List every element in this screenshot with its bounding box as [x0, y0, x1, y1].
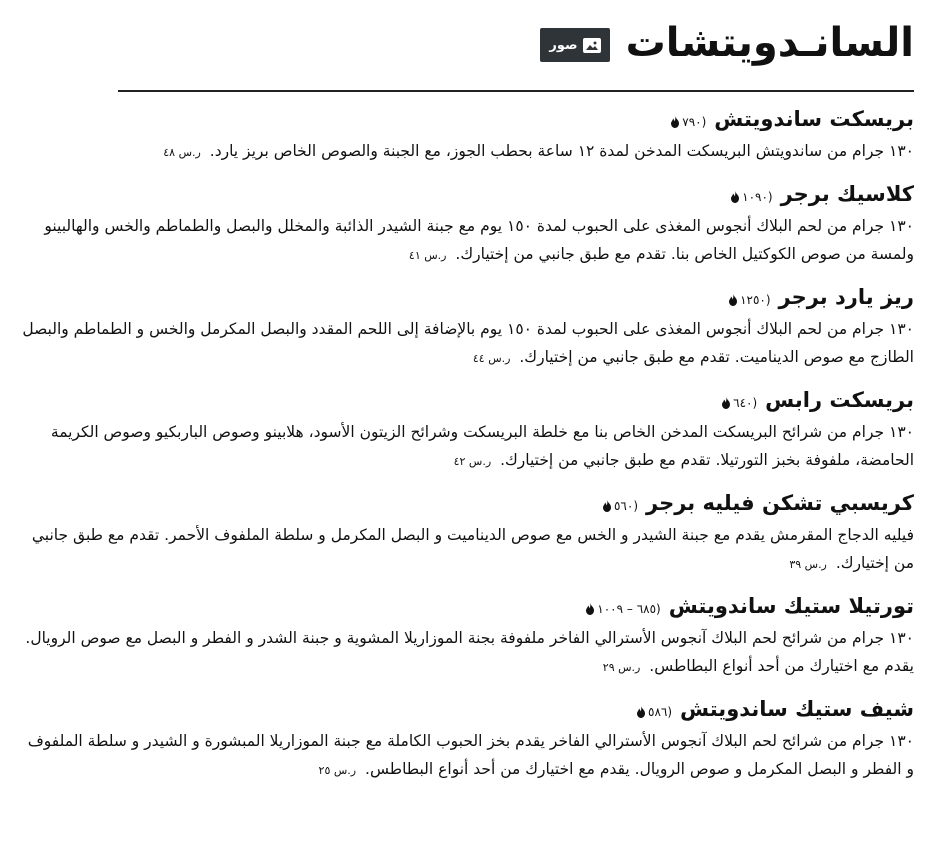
photos-button-label: صور: [549, 37, 578, 53]
flame-icon: [670, 116, 680, 128]
item-name: ريز يارد برجر: [778, 285, 914, 309]
menu-item: [18, 697, 914, 785]
menu-item: [18, 107, 914, 167]
item-price: ر.س ٤٢: [453, 455, 492, 468]
item-description: ١٣٠ جرام من لحم البلاك أنجوس المغذى على الحبوب لمدة ١٥٠ يوم مع جبنة الشيدر الذائبة والمخلل والبصل والطماطم والخس والهالبينو ولمسة من صوص الكوكتيل الخاص بنا. تقدم مع طبق جانبي من إختيارك. ر.س ٤١: [44, 217, 914, 263]
item-calories: (١٢٥٠: [728, 293, 770, 307]
image-icon: [583, 38, 601, 53]
item-calories: (١٠٩٠: [730, 190, 772, 204]
item-description: ١٣٠ جرام من ساندويتش البريسكت المدخن لمدة ١٢ ساعة بحطب الجوز، مع الجبنة والصوص الخاص بريز يارد. ر.س ٤٨: [163, 142, 914, 160]
flame-icon: [636, 706, 646, 718]
flame-icon: [730, 191, 740, 203]
menu-item: [18, 285, 914, 373]
flame-icon: [721, 397, 731, 409]
menu-item: [18, 388, 914, 476]
item-calories: (٧٩٠: [670, 115, 706, 129]
section-header: [18, 0, 914, 66]
item-description: ١٣٠ جرام من لحم البلاك أنجوس المغذى على الحبوب لمدة ١٥٠ يوم بالإضافة إلى اللحم المقدد والبصل المكرمل والخس و الطماطم والبصل الطازج مع صوص الديناميت. تقدم مع طبق جانبي من إختيارك. ر.س ٤٤: [22, 320, 914, 366]
item-price: ر.س ٤٤: [472, 352, 511, 365]
menu-item: [18, 594, 914, 682]
item-calories: (٥٨٦: [636, 705, 672, 719]
item-calories: (٥٦٠: [602, 499, 638, 513]
item-name: بريسكت ساندويتش: [714, 107, 914, 131]
item-calories: (٦٨٥ – ١٠٠٩: [585, 602, 660, 616]
item-price: ر.س ٢٥: [318, 764, 357, 777]
menu-item: [18, 491, 914, 579]
item-description: ١٣٠ جرام من شرائح لحم البلاك آنجوس الأسترالي الفاخر يقدم بخز الحبوب الكاملة مع جبنة الموزاريلا المبشورة و الشيدر و سلطة الملفوف و الفطر و البصل المكرمل و صوص الرويال. يقدم مع اختيارك من أحد أنواع البطاطس. ر.س ٢٥: [27, 732, 914, 778]
photos-button[interactable]: [540, 28, 609, 62]
item-name: كلاسيك برجر: [780, 182, 914, 206]
page-title: السانـدويتشات: [625, 20, 914, 66]
item-name: كريسبي تشكن فيليه برجر: [646, 491, 914, 515]
flame-icon: [585, 603, 595, 615]
item-calories: (٦٤٠: [721, 396, 757, 410]
item-description: ١٣٠ جرام من شرائح البريسكت المدخن الخاص بنا مع خلطة البريسكت وشرائح الزيتون الأسود، هلابينو وصوص الباربكيو وصوص الكريمة الحامضة، ملفوفة بخبز التورتيلا. تقدم مع طبق جانبي من إختيارك. ر.س ٤٢: [50, 423, 914, 469]
item-price: ر.س ٢٩: [602, 661, 641, 674]
item-price: ر.س ٤١: [408, 249, 447, 262]
item-price: ر.س ٣٩: [789, 558, 827, 571]
item-name: شيف ستيك ساندويتش: [680, 697, 914, 721]
header-divider: [118, 90, 914, 92]
item-description: فيليه الدجاج المقرمش يقدم مع جبنة الشيدر و الخس مع صوص الديناميت و البصل المكرمل و سلطة الملفوف الأحمر. تقدم مع طبق جانبي من إختيارك. ر.س ٣٩: [31, 526, 914, 572]
flame-icon: [602, 500, 612, 512]
item-name: بريسكت رابس: [765, 388, 914, 412]
flame-icon: [728, 294, 738, 306]
item-description: ١٣٠ جرام من شرائح لحم البلاك آنجوس الأسترالي الفاخر ملفوفة بجنة الموزاريلا المشوية و جبنة الشدر و الفطر و البصل مع صوص الرويال. يقدم مع اختيارك من أحد أنواع البطاطس. ر.س ٢٩: [25, 629, 914, 675]
item-price: ر.س ٤٨: [163, 146, 201, 159]
menu-item: [18, 182, 914, 270]
item-name: تورتيلا ستيك ساندويتش: [668, 594, 914, 618]
